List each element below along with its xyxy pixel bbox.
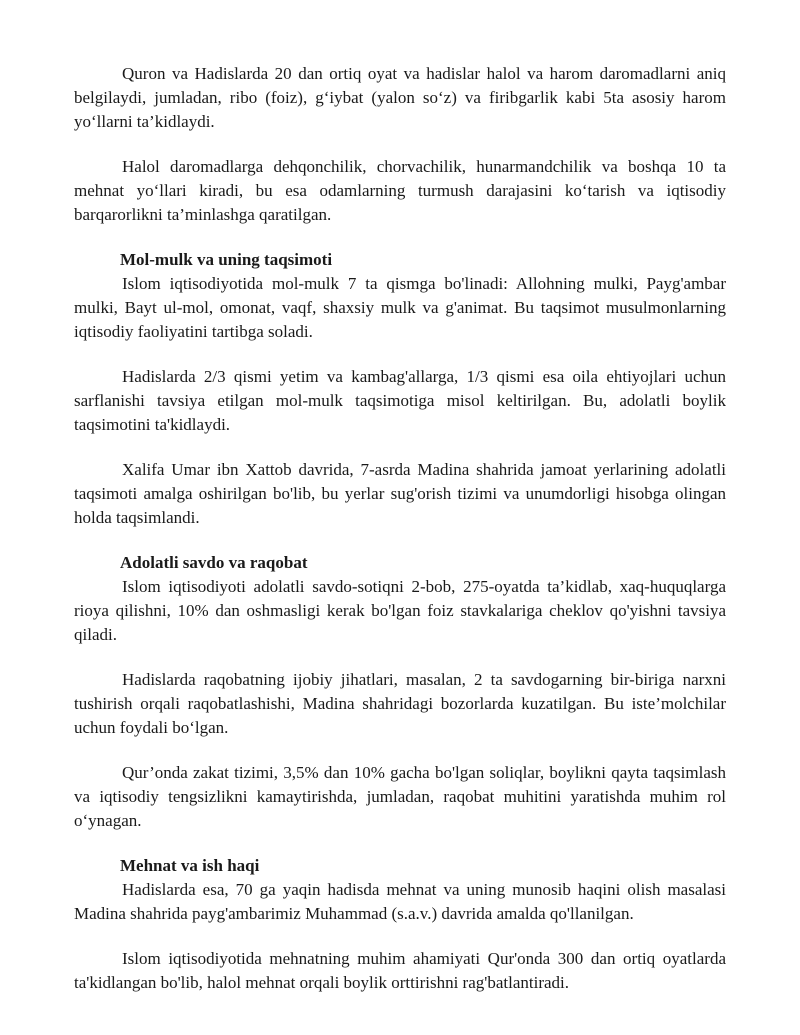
paragraph-property-1: Islom iqtisodiyotida mol-mulk 7 ta qismga bo'linadi: Allohning mulki, Payg'ambar mulki, Bayt ul-mol, omonat, vaqf, shaxsiy mulk va g'animat. Bu taqsimot musulmonlarning iqtisodiy faoliyatini tartibga soladi. xyxy=(74,274,726,341)
paragraph-labor-1: Hadislarda esa, 70 ga yaqin hadisda mehnat va uning munosib haqini olish masalasi Madina shahrida payg'ambarimiz Muhammad (s.a.v.) davrida amalda qo'llanilgan. xyxy=(74,880,726,923)
paragraph-trade-2: Hadislarda raqobatning ijobiy jihatlari, masalan, 2 ta savdogarning bir-biriga narxni tushirish orqali raqobatlashishi, Madina shahridagi bozorlarda kuzatilgan. Bu iste’molchilar uchun foydali bo‘lgan. xyxy=(74,670,726,737)
heading-property: Mol-mulk va uning taqsimoti xyxy=(120,250,333,269)
paragraph-property-3: Xalifa Umar ibn Xattob davrida, 7-asrda Madina shahrida jamoat yerlarining adolatli taqsimoti amalga oshirilgan bo'lib, bu yerlar sug'orish tizimi va unumdorligi hisobga olingan holda taqsimlandi. xyxy=(74,460,726,527)
paragraph-intro-1: Quron va Hadislarda 20 dan ortiq oyat va hadislar halol va harom daromadlarni aniq belgilaydi, jumladan, ribo (foiz), g‘iybat (yalon so‘z) va firibgarlik kabi 5ta asosiy harom yo‘llarni ta’kidlaydi. xyxy=(74,64,726,131)
heading-labor: Mehnat va ish haqi xyxy=(120,856,260,875)
paragraph-property-2: Hadislarda 2/3 qismi yetim va kambag'allarga, 1/3 qismi esa oila ehtiyojlari uchun sarflanishi tavsiya etilgan mol-mulk taqsimotiga misol keltirilgan. Bu, adolatli boylik taqsimotini ta'kidlaydi. xyxy=(74,367,726,434)
document-page xyxy=(74,62,726,1016)
paragraph-labor-2: Islom iqtisodiyotida mehnatning muhim ahamiyati Qur'onda 300 dan ortiq oyatlarda ta'kidlangan bo'lib, halol mehnat orqali boylik orttirishni rag'batlantiradi. xyxy=(74,949,726,992)
paragraph-trade-3: Qur’onda zakat tizimi, 3,5% dan 10% gacha bo'lgan soliqlar, boylikni qayta taqsimlash va iqtisodiy tengsizlikni kamaytirishda, jumladan, raqobat muhitini yaratishda muhim rol o‘ynagan. xyxy=(74,763,726,830)
heading-trade: Adolatli savdo va raqobat xyxy=(120,553,308,572)
paragraph-trade-1: Islom iqtisodiyoti adolatli savdo-sotiqni 2-bob, 275-oyatda ta’kidlab, xaq-huquqlarga rioya qilishni, 10% dan oshmasligi kerak bo'lgan foiz stavkalariga cheklov qo'yishni tavsiya qiladi. xyxy=(74,577,726,644)
paragraph-intro-2: Halol daromadlarga dehqonchilik, chorvachilik, hunarmandchilik va boshqa 10 ta mehnat yo‘llari kiradi, bu esa odamlarning turmush darajasini ko‘tarish va iqtisodiy barqarorlikni ta’minlashga qaratilgan. xyxy=(74,157,726,224)
